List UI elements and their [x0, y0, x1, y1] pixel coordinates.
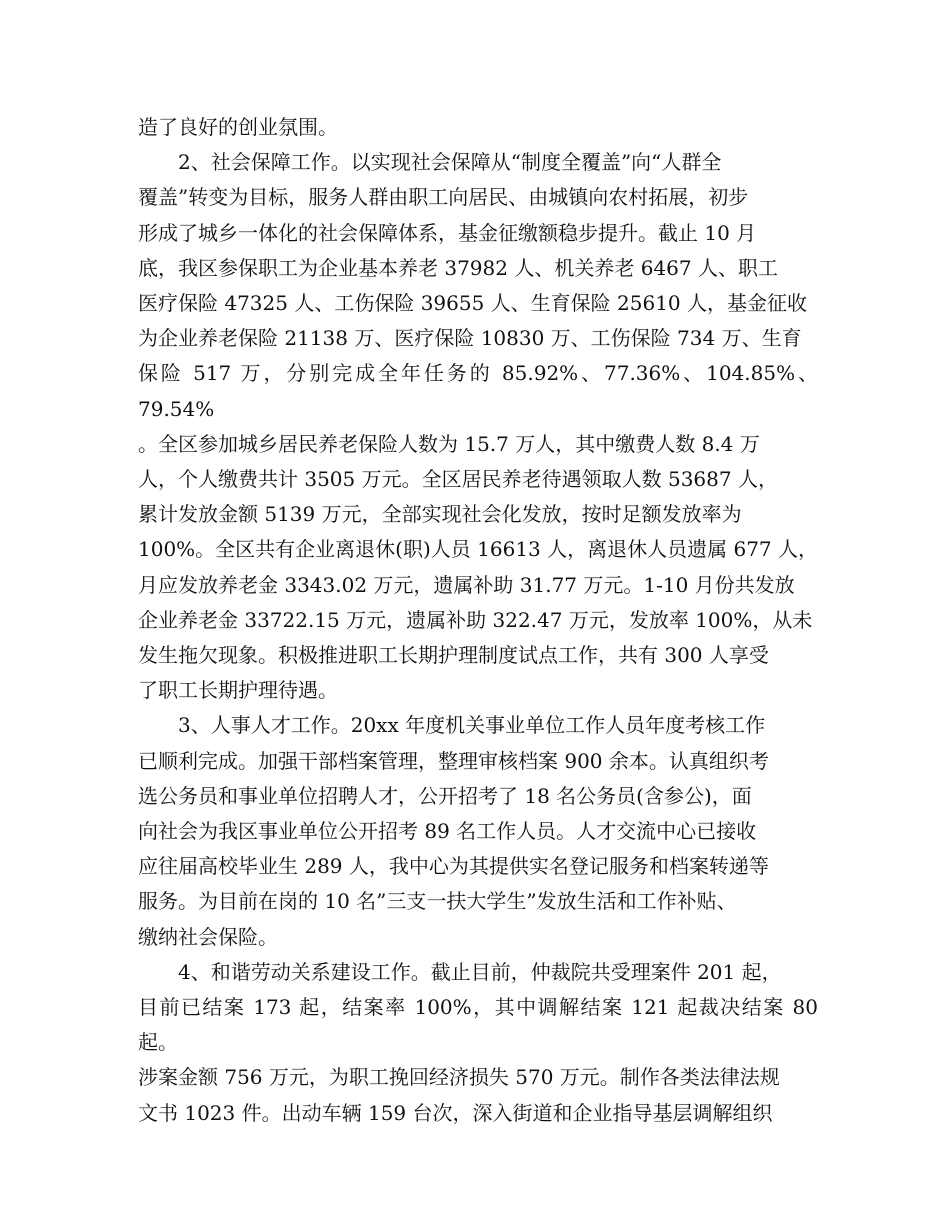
paragraph-labor-relations: 4、和谐劳动关系建设工作。截止目前，仲裁院共受理案件 201 起， 目前已结案 173 起，结案率 100%，其中调解结案 121 起裁决结案 80 起。 涉案金额 756 万元，为职工挽回经济损失 570 万元。制作各类法律法规 文书 1023 件。出动车辆 159 台次，深入街道和企业指导基层调解组织 — [138, 959, 818, 1125]
document-body — [138, 110, 818, 1131]
paragraph-personnel-talent: 3、人事人才工作。20xx 年度机关事业单位工作人员年度考核工作 已顺利完成。加强干部档案管理，整理审核档案 900 余本。认真组织考 选公务员和事业单位招聘人才，公开招考了 18 名公务员(含参公)，面 向社会为我区事业单位公开招考 89 名工作人员。人才交流中心已接收 应往届高校毕业生 289 人，我中心为其提供实名登记服务和档案转递等 服务。为目前在岗的 10 名”三支一扶大学生”发放生活和工作补贴、 缴纳社会保险。 — [138, 713, 769, 949]
paragraph-continuation: 造了良好的创业氛围。 — [138, 115, 338, 139]
paragraph-social-security: 2、社会保障工作。以实现社会保障从“制度全覆盖”向“人群全 覆盖”转变为目标，服务人群由职工向居民、由城镇向农村拓展，初步 形成了城乡一体化的社会保障体系，基金征缴额稳步提升。截止 10 月 底，我区参保职工为企业基本养老 37982 人、机关养老 6467 人、职工 医疗保险 47325 人、工伤保险 39655 人、生育保险 25610 人，基金征收 为企业养老保险 21138 万、医疗保险 10830 万、工伤保险 734 万、生育 保险 517 万，分别完成全年任务的 85.92%、77.36%、104.85%、79.54% 。全区参加城乡居民养老保险人数为 15.7 万人，其中缴费人数 8.4 万 人，个人缴费共计 3505 万元。全区居民养老待遇领取人数 53687 人， 累计发放金额 5139 万元，全部实现社会化发放，按时足额发放率为 100%。全区共有企业离退休(职)人员 16613 人，离退休人员遗属 677 人， 月应发放养老金 3343.02 万元，遗属补助 31.77 万元。1-10 月份共发放 企业养老金 33722.15 万元，遗属补助 322.47 万元，发放率 100%，从未 发生拖欠现象。积极推进职工长期护理制度试点工作，共有 300 人享受 了职工长期护理待遇。 — [138, 150, 819, 703]
